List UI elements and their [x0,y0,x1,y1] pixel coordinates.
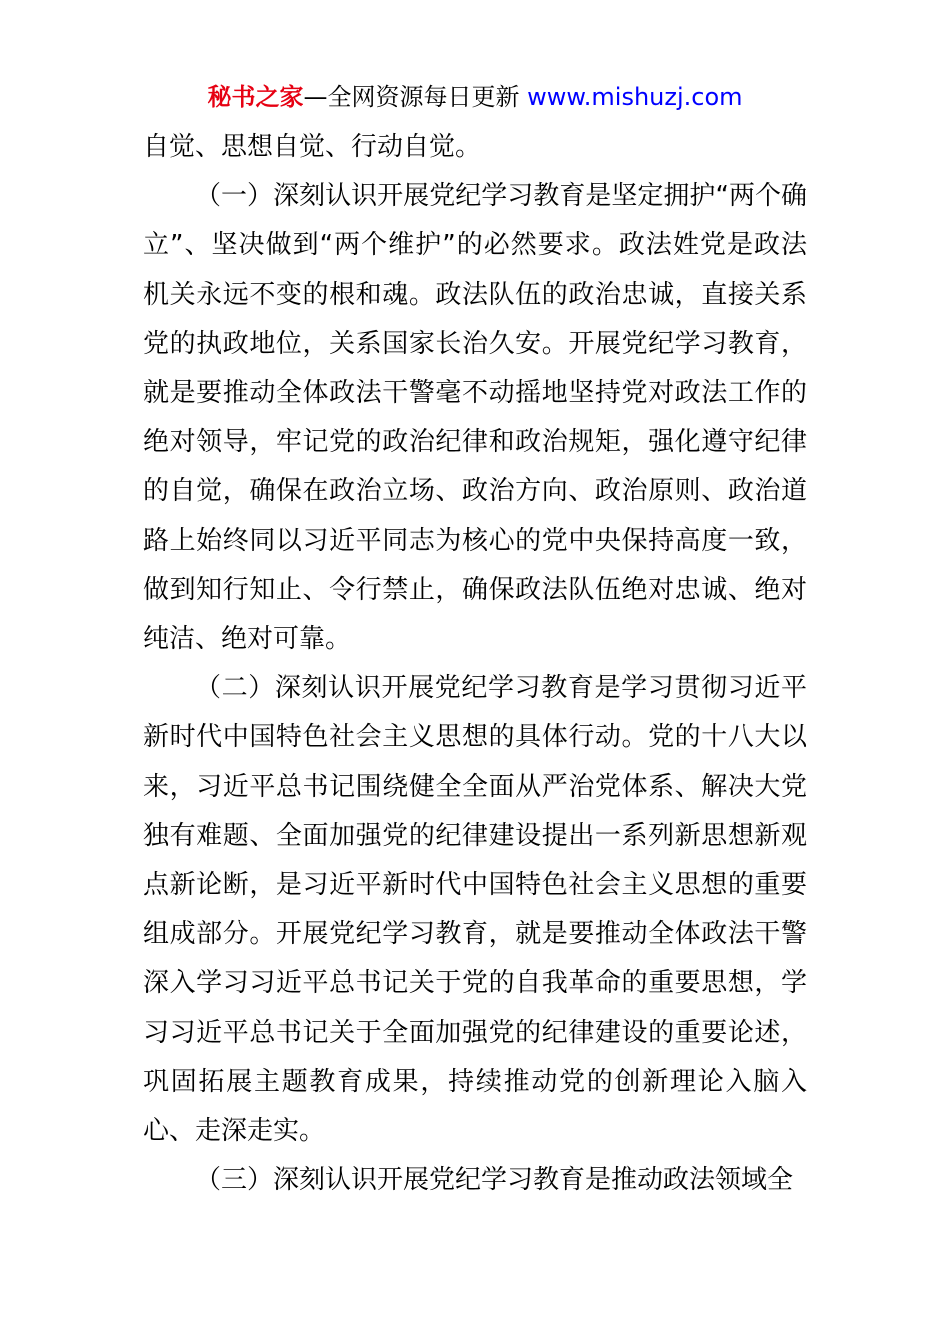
page-header [0,80,950,114]
paragraph-section-three: （三）深刻认识开展党纪学习教育是推动政法领域全 [195,1165,794,1196]
site-url-link[interactable]: www.mishuzj.com [527,83,743,111]
paragraph-section-two: （二）深刻认识开展党纪学习教育是学习贯彻习近平新时代中国特色社会主义思想的具体行动。党的十八大以来，习近平总书记围绕健全全面从严治党体系、解决大党独有难题、全面加强党的纪律建设提出一系列新思想新观点新论断，是习近平新时代中国特色社会主义思想的重要组成部分。开展党纪学习教育，就是要推动全体政法干警深入学习习近平总书记关于党的自我革命的重要思想，学习习近平总书记关于全面加强党的纪律建设的重要论述，巩固拓展主题教育成果，持续推动党的创新理论入脑入心、走深走实。 [143,673,807,1147]
paragraph-section-one: （一）深刻认识开展党纪学习教育是坚定拥护“两个确立”、坚决做到“两个维护”的必然要求。政法姓党是政法机关永远不变的根和魂。政法队伍的政治忠诚，直接关系党的执政地位，关系国家长治久安。开展党纪学习教育，就是要推动全体政法干警毫不动摇地坚持党对政法工作的绝对领导，牢记党的政治纪律和政治规矩，强化遵守纪律的自觉，确保在政治立场、政治方向、政治原则、政治道路上始终同以习近平同志为核心的党中央保持高度一致，做到知行知止、令行禁止，确保政法队伍绝对忠诚、绝对纯洁、绝对可靠。 [143,181,807,655]
header-tagline: —全网资源每日更新 [303,83,520,111]
brand-name: 秘书之家 [207,83,304,111]
document-body [143,123,807,1205]
paragraph-continuation: 自觉、思想自觉、行动自觉。 [143,132,482,162]
